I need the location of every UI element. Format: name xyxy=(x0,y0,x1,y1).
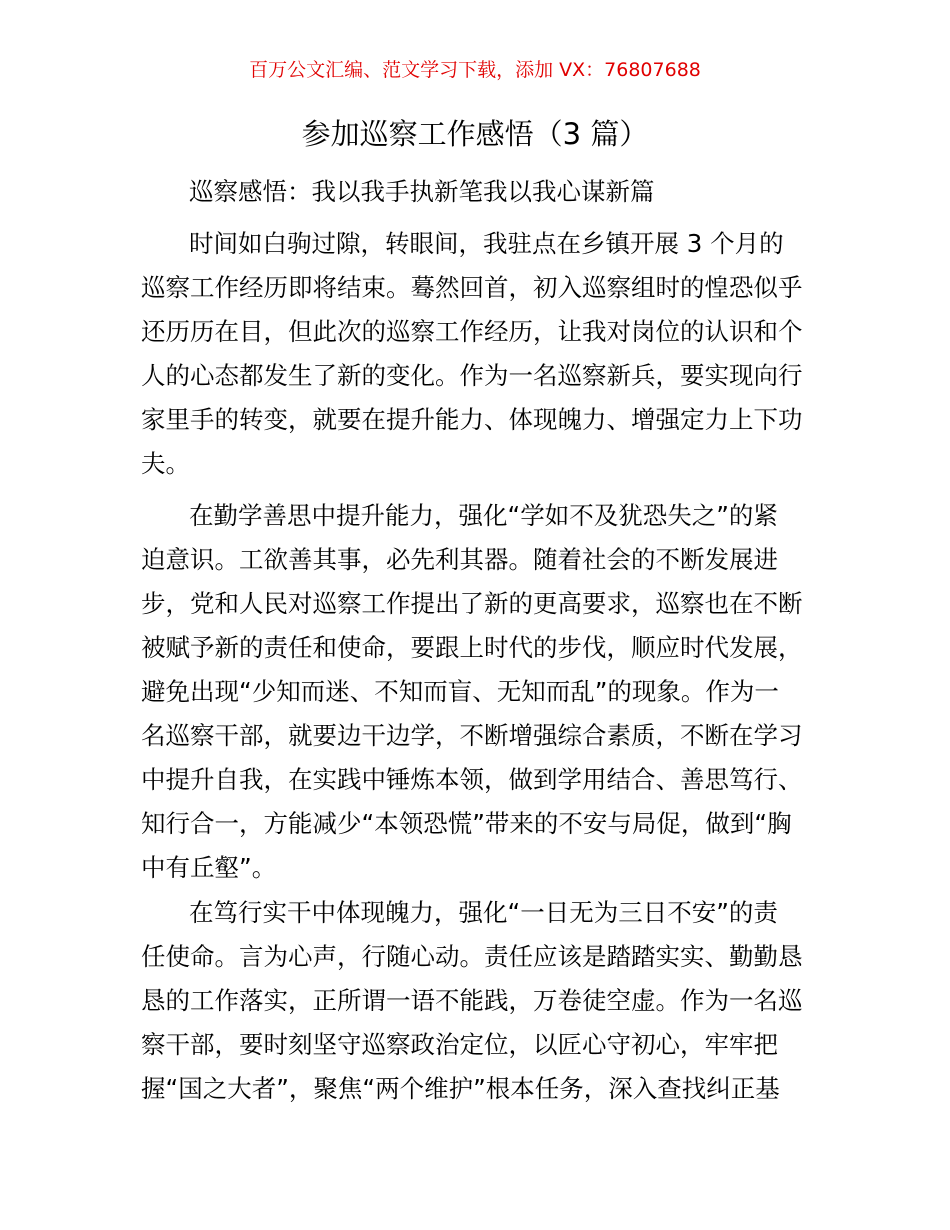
paragraph-2 xyxy=(141,494,816,890)
paragraph-line: 握“国之大者”，聚焦“两个维护”根本任务，深入查找纠正基 xyxy=(141,1074,780,1103)
paragraph-line: 迫意识。工欲善其事，必先利其器。随着社会的不断发展进 xyxy=(141,545,778,574)
paragraph-line: 时间如白驹过隙，转眼间，我驻点在乡镇开展 3 个月的 xyxy=(189,229,784,258)
paragraph-line: 在笃行实干中体现魄力，强化“一日无为三日不安”的责 xyxy=(189,898,778,927)
paragraph-line: 中提升自我，在实践中锤炼本领，做到学用结合、善思笃行、 xyxy=(141,765,803,794)
document-subtitle: 巡察感悟：我以我手执新笔我以我心谋新篇 xyxy=(189,177,655,206)
paragraph-line: 知行合一，方能减少“本领恐慌”带来的不安与局促，做到“胸 xyxy=(141,809,792,838)
paragraph-line: 任使命。言为心声，行随心动。责任应该是踏踏实实、勤勤恳 xyxy=(141,942,803,971)
paragraph-line: 恳的工作落实，正所谓一语不能践，万卷徒空虚。作为一名巡 xyxy=(141,986,803,1015)
paragraph-line: 步，党和人民对巡察工作提出了新的更高要求，巡察也在不断 xyxy=(141,589,803,618)
document-title: 参加巡察工作感悟（3 篇） xyxy=(301,117,649,151)
paragraph-line: 家里手的转变，就要在提升能力、体现魄力、增强定力上下功 xyxy=(141,405,803,434)
paragraph-line: 避免出现“少知而迷、不知而盲、无知而乱”的现象。作为一 xyxy=(141,677,779,706)
paragraph-line: 中有丘壑”。 xyxy=(141,853,277,882)
header-ad-line: 百万公文汇编、范文学习下载，添加 VX：76807688 xyxy=(249,59,701,81)
paragraph-line: 在勤学善思中提升能力，强化“学如不及犹恐失之”的紧 xyxy=(189,501,778,530)
paragraph-line: 夫。 xyxy=(141,449,190,478)
paragraph-line: 人的心态都发生了新的变化。作为一名巡察新兵，要实现向行 xyxy=(141,361,803,390)
paragraph-line: 还历历在目，但此次的巡察工作经历，让我对岗位的认识和个 xyxy=(141,317,803,346)
paragraph-line: 被赋予新的责任和使命，要跟上时代的步伐，顺应时代发展， xyxy=(141,633,803,662)
paragraph-line: 巡察工作经历即将结束。蓦然回首，初入巡察组时的惶恐似乎 xyxy=(141,273,803,302)
paragraph-1 xyxy=(141,222,816,486)
paragraph-line: 察干部，要时刻坚守巡察政治定位，以匠心守初心，牢牢把 xyxy=(141,1030,778,1059)
paragraph-line: 名巡察干部，就要边干边学，不断增强综合素质，不断在学习 xyxy=(141,721,803,750)
paragraph-3 xyxy=(141,891,816,1111)
